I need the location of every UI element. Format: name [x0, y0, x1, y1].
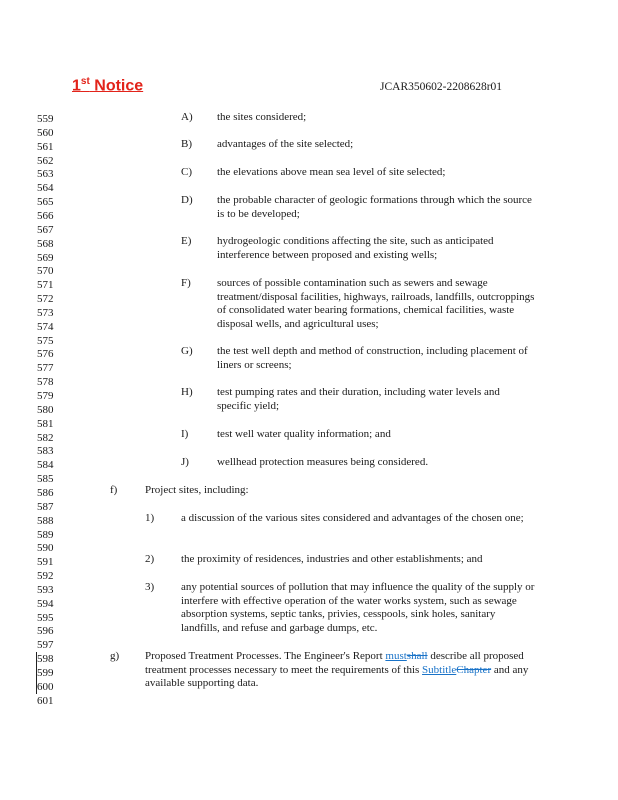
line-number: 579 — [37, 390, 54, 402]
line-number: 583 — [37, 445, 54, 458]
line-number: 595 — [37, 611, 54, 624]
line-number: 567 — [37, 223, 54, 236]
line-number: 601 — [37, 694, 54, 707]
item-b-text: advantages of the site selected; — [217, 138, 354, 150]
deleted-chapter: Chapter — [456, 663, 492, 676]
line-number: 575 — [37, 334, 54, 347]
notice-number: 1 — [72, 77, 81, 95]
subitem-2-text: the proximity of residences, industries and other establishments; and — [181, 553, 483, 565]
line-number: 591 — [37, 556, 54, 569]
line-number: 565 — [37, 196, 54, 209]
line-number: 559 — [37, 113, 54, 125]
deleted-shall: shall — [406, 650, 428, 662]
line-number: 561 — [37, 140, 54, 153]
section-g-part2: describe all proposed treatment processes necessary to meet the requirements of this — [145, 650, 524, 676]
item-f-label: F) — [181, 277, 191, 289]
section-g-label: g) — [110, 650, 120, 662]
subitem-3-text: any potential sources of pollution that may influence the quality of the supply or interfere with effective operation of the water works system, such as sewage absorption systems, septic tanks, privies, cesspools, sink holes, sanitary landfills, and refuse and garbage dumps, etc. — [181, 581, 535, 634]
line-number: 574 — [37, 320, 54, 333]
line-number: 569 — [37, 251, 54, 264]
item-a-text: the sites considered; — [217, 111, 307, 123]
item-e-label: E) — [181, 235, 192, 247]
document-id: JCAR350602-2208628r01 — [380, 81, 503, 93]
line-number: 588 — [37, 514, 54, 527]
section-f-label: f) — [110, 484, 118, 496]
line-number: 573 — [37, 306, 54, 319]
section-g-part1: Proposed Treatment Processes. The Engineer's Report — [145, 650, 386, 662]
item-g-text: the test well depth and method of construction, including placement of liners or screens; — [217, 345, 528, 371]
item-f-text: sources of possible contamination such as sewers and sewage treatment/disposal facilities, highways, railroads, landfills, outcroppings of consolidated water bearing formations, chemical facilities, waste disposal wells, and agricultural uses; — [217, 277, 535, 330]
line-number: 597 — [37, 639, 54, 652]
line-number: 596 — [37, 625, 54, 638]
notice-word: Notice — [89, 77, 144, 95]
subitem-1-label: 1) — [145, 512, 155, 524]
line-number: 560 — [37, 126, 54, 139]
item-g-label: G) — [181, 345, 193, 357]
subitem-3-label: 3) — [145, 581, 155, 593]
line-number: 581 — [37, 417, 54, 430]
subitem-2-label: 2) — [145, 553, 155, 565]
line-number: 582 — [37, 431, 54, 444]
section-g-part3: and any available supporting data. — [145, 663, 529, 689]
line-number: 566 — [37, 209, 54, 222]
line-number: 587 — [37, 500, 54, 513]
line-number: 598 — [37, 653, 54, 666]
line-number: 564 — [37, 182, 54, 195]
inserted-subtitle: Subtitle — [422, 663, 457, 676]
item-i-label: I) — [181, 428, 189, 440]
subitem-1-text: a discussion of the various sites considered and advantages of the chosen one; — [181, 512, 524, 524]
line-number: 571 — [37, 279, 54, 292]
item-h-label: H) — [181, 386, 193, 398]
line-number: 589 — [37, 528, 54, 541]
item-a-label: A) — [181, 111, 193, 123]
line-number: 584 — [37, 459, 54, 472]
line-number: 570 — [37, 265, 54, 278]
line-number: 562 — [37, 154, 54, 167]
item-d-text: the probable character of geologic formations through which the source is to be developed; — [217, 194, 532, 220]
notice-heading — [72, 76, 143, 95]
item-i-text: test well water quality information; and — [217, 428, 391, 440]
inserted-must: must — [385, 650, 407, 662]
line-number: 594 — [37, 597, 54, 610]
line-number: 580 — [37, 403, 54, 416]
section-f-heading: Project sites, including: — [145, 484, 249, 496]
notice-ordinal: st — [80, 76, 90, 87]
line-number: 599 — [37, 667, 54, 679]
line-number: 572 — [37, 293, 54, 305]
item-e-text: hydrogeologic conditions affecting the site, such as anticipated interference between proposed and existing wells; — [217, 235, 494, 261]
section-g-paragraph — [145, 650, 535, 691]
line-number: 577 — [37, 362, 54, 375]
line-number: 600 — [37, 680, 54, 693]
item-c-label: C) — [181, 166, 192, 178]
item-h-text: test pumping rates and their duration, including water levels and specific yield; — [217, 386, 500, 412]
line-number: 590 — [37, 542, 54, 555]
item-b-label: B) — [181, 138, 192, 150]
line-number: 585 — [37, 473, 54, 486]
line-number: 576 — [37, 348, 54, 361]
item-j-text: wellhead protection measures being considered. — [217, 456, 429, 468]
line-number: 568 — [37, 237, 54, 250]
line-number: 586 — [37, 486, 54, 499]
item-j-label: J) — [181, 456, 189, 468]
change-bar — [36, 652, 37, 694]
item-c-text: the elevations above mean sea level of site selected; — [217, 166, 446, 178]
item-d-label: D) — [181, 194, 193, 206]
line-number: 592 — [37, 570, 54, 582]
line-number: 578 — [37, 376, 54, 389]
line-number: 593 — [37, 583, 54, 596]
line-number: 563 — [37, 168, 54, 181]
